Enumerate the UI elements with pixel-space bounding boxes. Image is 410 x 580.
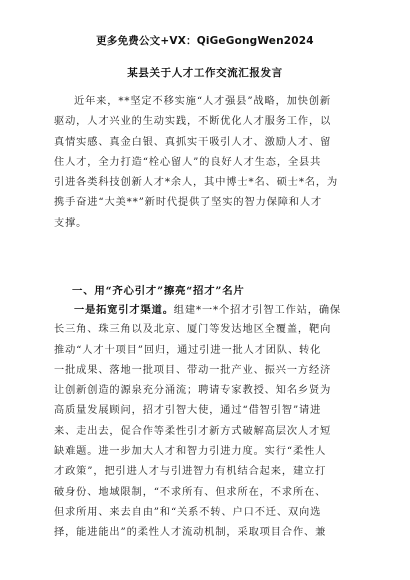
paragraph-intro	[54, 92, 360, 234]
paragraph-line: 一批成果、落地一批项目、带动一批产业、振兴一方经济	[54, 364, 332, 376]
paragraph-first-line	[54, 300, 360, 320]
paragraph-line: 让创新创造的源泉充分涌流；聘请专家教授、知名乡贤为	[54, 385, 332, 397]
paragraph-line: 驱动，人才兴业的生动实践，不断优化人才服务工作，以	[54, 116, 332, 128]
paragraph-line: 支撑。	[54, 217, 88, 229]
paragraph-line: 推动“人才十项目”回归，通过引进一批人才团队、转化	[54, 344, 322, 356]
paragraph-line: 携手奋进“大美**”新时代提供了坚实的智力保障和人才	[54, 197, 323, 209]
paragraph-line: 破身份、地域限制，“不求所有、但求所在，不求所在、	[54, 486, 327, 498]
paragraph-line: 才政策”，把引进人才与引进智力有机结合起来，建立打	[54, 466, 327, 478]
paragraph-channels	[54, 300, 360, 544]
watermark-header: 更多免费公文+VX：QiGeGongWen2024	[96, 35, 314, 47]
paragraph-line: 引进各类科技创新人才*余人，其中博士*名、硕士*名，为	[54, 177, 339, 189]
paragraph-line: 住人才，全力打造“栓心留人”的良好人才生态，全县共	[54, 156, 322, 168]
paragraph-line: 真情实感、真金白银、真抓实干吸引人才、激励人才、留	[54, 136, 332, 148]
paragraph-first-rest: 组建*一*个招才引智工作站，确保	[173, 305, 342, 316]
document-title: 某县关于人才工作交流汇报发言	[127, 67, 283, 79]
paragraph-lead: 一是拓宽引才渠道。	[74, 304, 174, 316]
paragraph-line: 但求所用、来去自由”和“关系不转、户口不迁、双向选	[54, 506, 322, 518]
paragraph-line: 长三角、珠三角以及北京、厦门等发达地区全覆盖，靶向	[54, 324, 332, 336]
paragraph-line: 高质量发展顾问，招才引智大使，通过“借智引智”请进	[54, 405, 322, 417]
paragraph-line: 来、走出去，促合作等柔性引才新方式破解高层次人才短	[54, 425, 332, 437]
paragraph-line: 近年来，**坚定不移实施“人才强县”战略，加快创新	[74, 96, 332, 107]
section-heading: 一、用“齐心引才”擦亮“招才”名片	[72, 285, 245, 297]
paragraph-line: 缺难题。进一步加大人才和智力引进力度。实行“柔性人	[54, 446, 327, 458]
paragraph-line: 择，能进能出”的柔性人才流动机制，采取项目合作、兼	[54, 527, 327, 539]
